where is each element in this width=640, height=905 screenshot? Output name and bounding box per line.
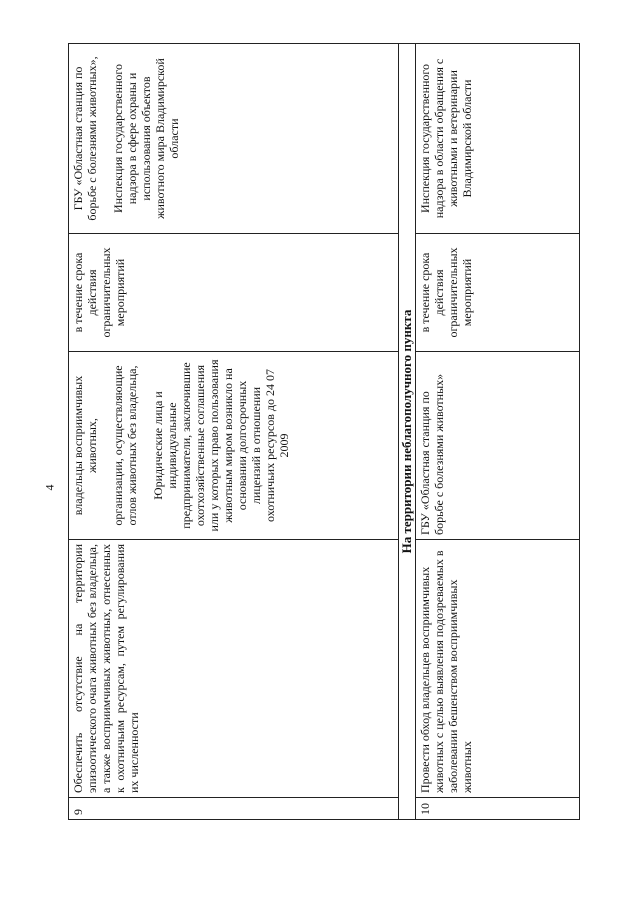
- section-title: На территории неблагополучного пункта: [399, 44, 416, 820]
- control-inspection: Инспекция государственного надзора в сфере охраны и использования объектов животного мира Владимирской области: [111, 58, 181, 219]
- control-station: ГБУ «Областная станция по борьбе с болезнями животных»,: [71, 56, 99, 221]
- action-text: Обеспечить отсутствие на территории эпизоотического очага животных без владельца, а также восприимчивых животных, отнесенных к охотничьим ресурсам, путем регулирования их численности: [69, 540, 399, 798]
- responsible-legal-entities: Юридические лица и индивидуальные предприниматели, заключившие охотхозяйственные соглашения или у которых право пользования животным миром возникло на основании долгосрочных лицензий в отношении охотничьих ресурсов до 24 07 2009: [151, 359, 291, 532]
- measures-table: [68, 43, 580, 820]
- table-row: [416, 44, 580, 820]
- responsible-organizations: организации, осуществляющие отлов животных без владельца,: [111, 365, 139, 526]
- control-text: Инспекция государственного надзора в области обращения с животными и ветеринарии Владимирской области: [416, 44, 580, 234]
- term-text: в течение срока действия ограничительных мероприятий: [416, 234, 580, 352]
- responsible-owners: владельцы восприимчивых животных,: [71, 375, 99, 516]
- rotated-table-container: [68, 44, 580, 820]
- action-text: Провести обход владельцев восприимчивых животных с целью выявления подозреваемых в заболевании бешенством восприимчивых животных: [416, 540, 580, 798]
- row-number: 10: [416, 798, 580, 820]
- table-row: [69, 44, 399, 820]
- section-row: [399, 44, 416, 820]
- page-number: 4: [42, 484, 57, 491]
- responsible-text: ГБУ «Областная станция по борьбе с болезнями животных»: [416, 352, 580, 540]
- responsible-cell: [69, 352, 399, 540]
- row-number: 9: [69, 798, 399, 820]
- term-text: в течение срока действия ограничительных мероприятий: [69, 234, 399, 352]
- control-cell: [69, 44, 399, 234]
